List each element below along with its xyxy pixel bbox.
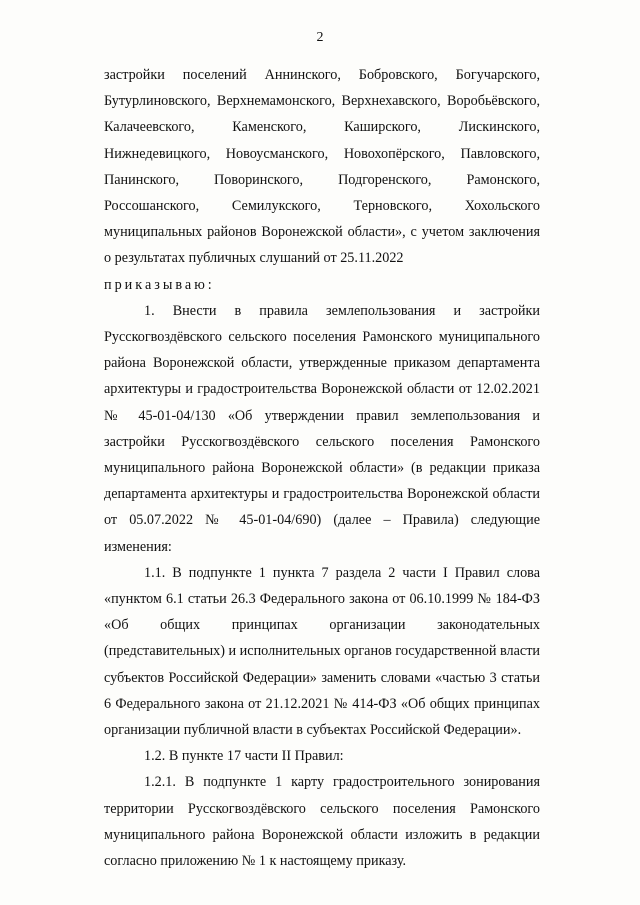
paragraph-item-1-1: 1.1. В подпункте 1 пункта 7 раздела 2 части I Правил слова «пунктом 6.1 статьи 26.3 Федерального закона от 06.10.1999 № 184-ФЗ «Об общих принципах организации законодательных (представительных) и исполнительных органов государственной власти субъектов Российской Федерации» заменить словами «частью 3 статьи 6 Федерального закона от 21.12.2021 № 414-ФЗ «Об общих принципах организации публичной власти в субъектах Российской Федерации». xyxy=(104,564,541,739)
page-number: 2 xyxy=(316,30,324,45)
paragraph-item-1-2-1: 1.2.1. В подпункте 1 карту градостроительного зонирования территории Русскогвоздёвского сельского поселения Рамонского муниципального района Воронежской области изложить в редакции согласно приложению № 1 к настоящему приказу. xyxy=(104,774,540,870)
document-body xyxy=(104,62,540,874)
paragraph-order-word: приказываю: xyxy=(104,276,215,293)
paragraph-preamble: застройки поселений Аннинского, Бобровского, Богучарского, Бутурлиновского, Верхнемамонского, Верхнехавского, Воробьёвского, Калачеевского, Каменского, Каширского, Лискинского, Нижнедевицкого, Новоусманского, Новохопёрского, Павловского, Панинского, Поворинского, Подгоренского, Рамонского, Россошанского, Семилукского, Терновского, Хохольского муниципальных районов Воронежской области», с учетом заключения о результатах публичных слушаний от 25.11.2022 xyxy=(104,67,540,267)
paragraph-item-1: 1. Внести в правила землепользования и застройки Русскогвоздёвского сельского поселения Рамонского муниципального района Воронежской области, утвержденные приказом департамента архитектуры и градостроительства Воронежской области от 12.02.2021 № 45-01-04/130 «Об утверждении правил землепользования и застройки Русскогвоздёвского сельского поселения Рамонского муниципального района Воронежской области» (в редакции приказа департамента архитектуры и градостроительства Воронежской области от 05.07.2022 № 45-01-04/690) (далее – Правила) следующие изменения: xyxy=(104,302,540,555)
paragraph-item-1-2: 1.2. В пункте 17 части II Правил: xyxy=(144,748,344,765)
